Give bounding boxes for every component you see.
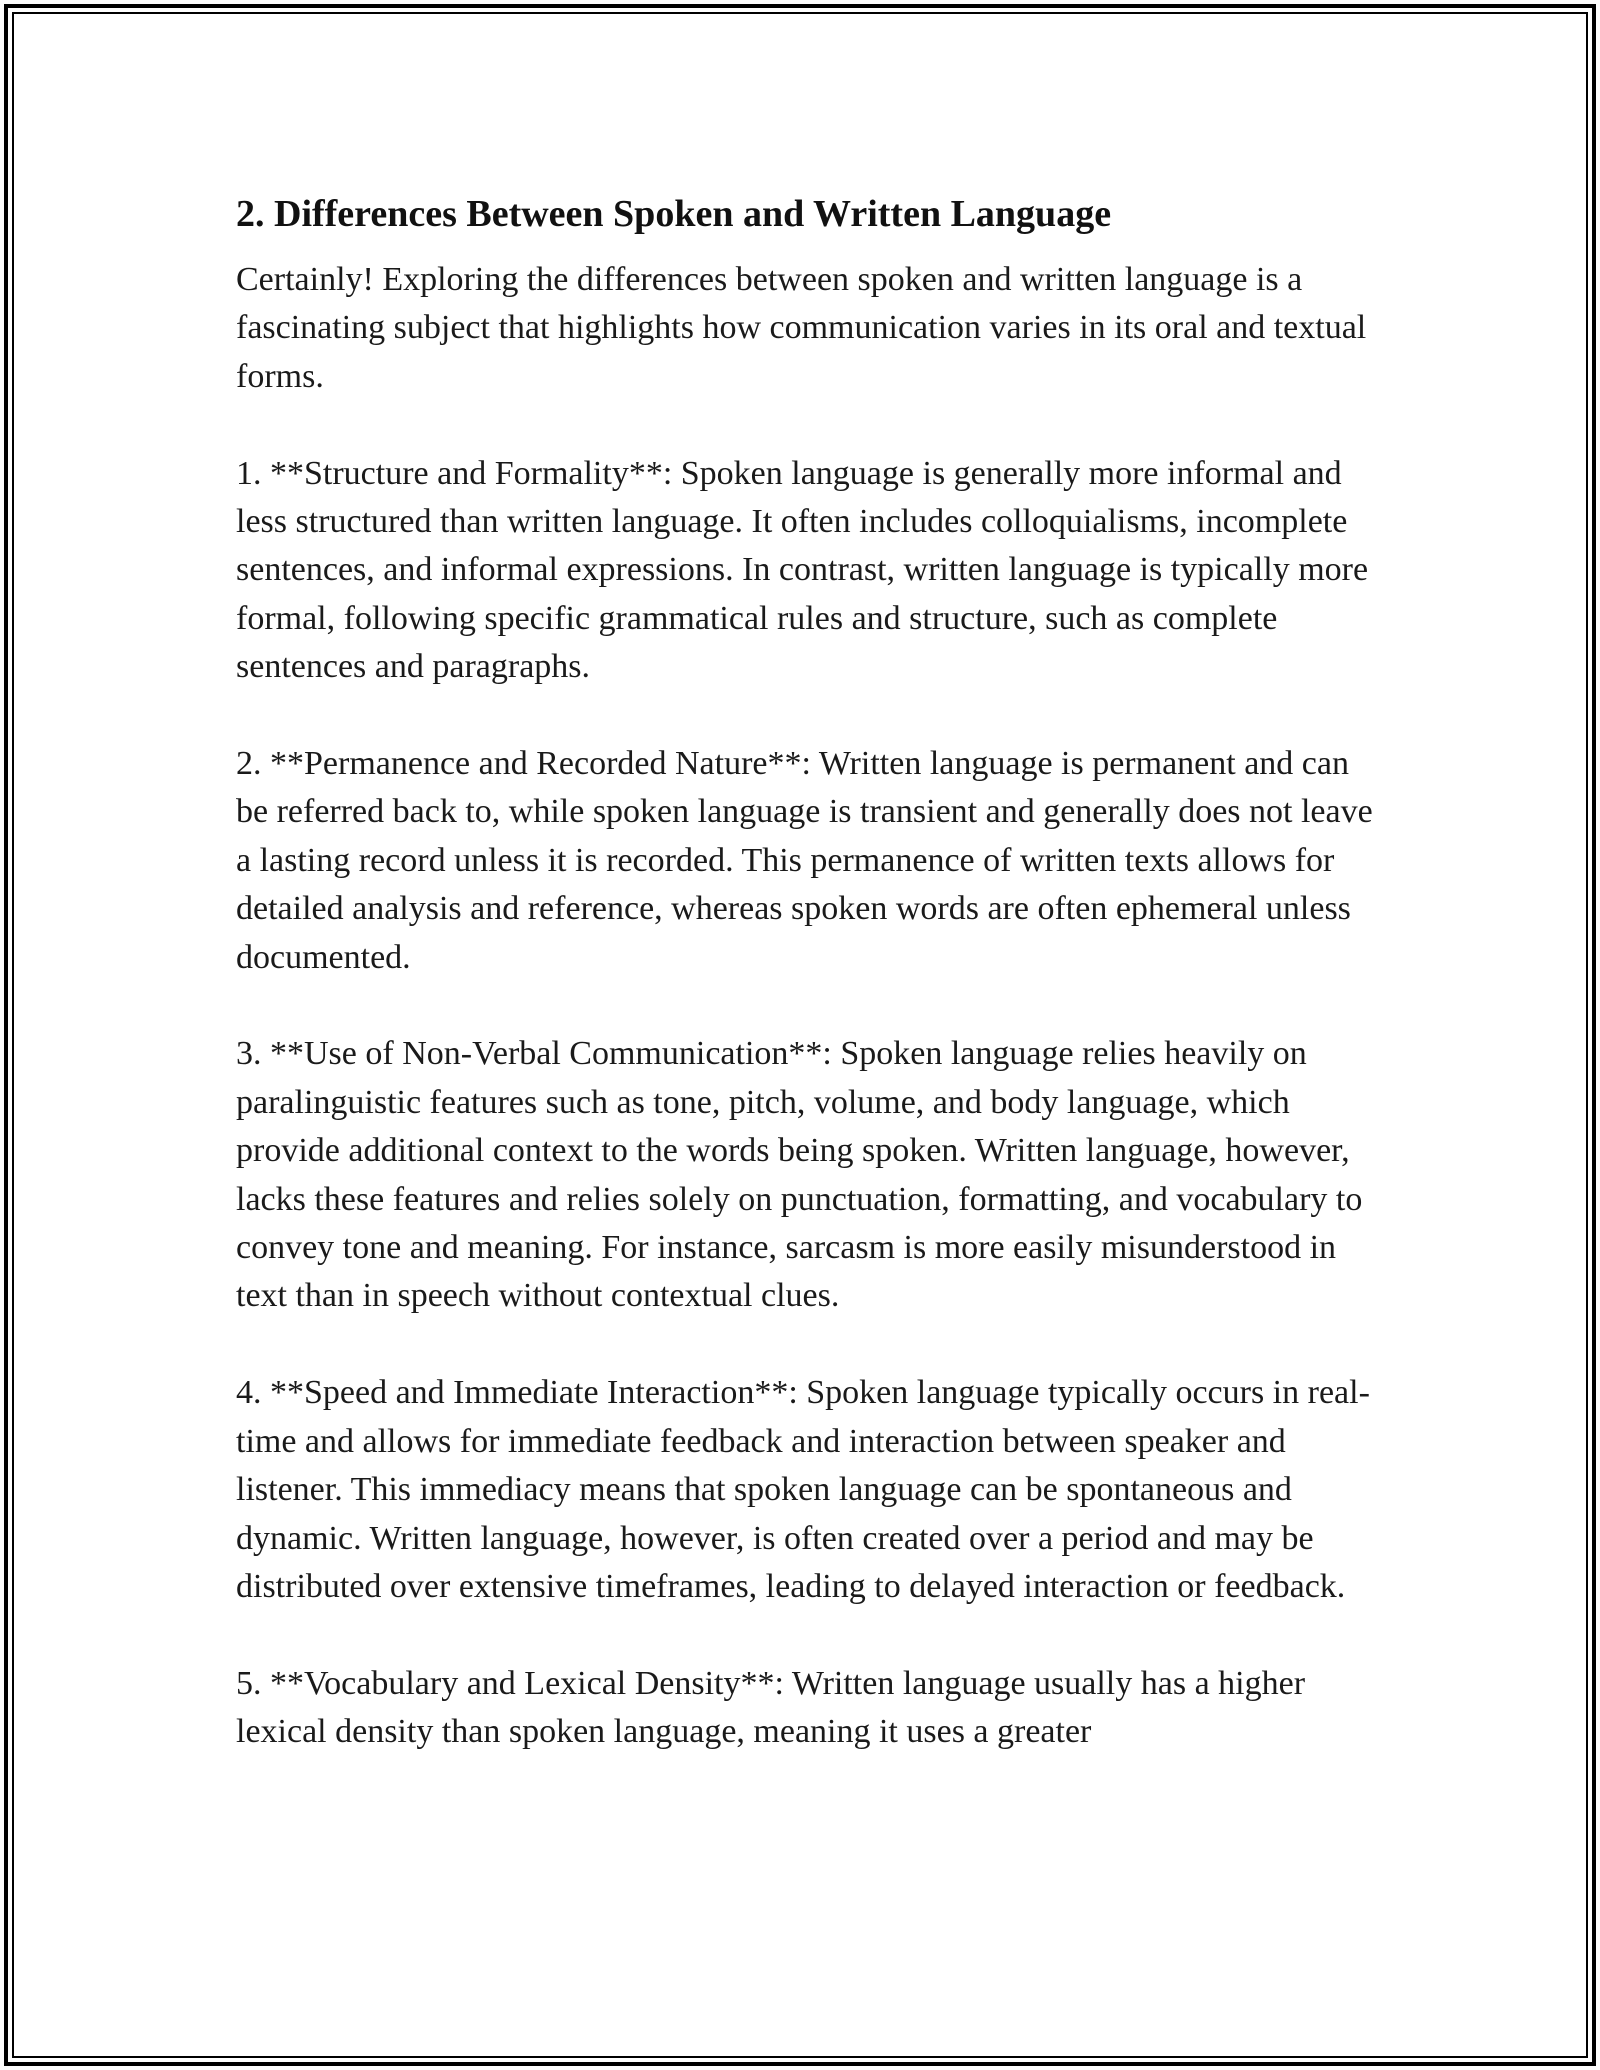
document-body — [236, 186, 1376, 1805]
intro-paragraph: Certainly! Exploring the differences between spoken and written language is a fascinating subject that highlights how communication varies in its oral and textual forms. — [236, 261, 1367, 395]
paragraph-permanence: 2. **Permanence and Recorded Nature**: Written language is permanent and can be referred back to, while spoken language is transient and generally does not leave a lasting record unless it is recorded. This permanence of written texts allows for detailed analysis and reference, whereas spoken words are often ephemeral unless documented. — [236, 745, 1373, 976]
section-heading: 2. Differences Between Spoken and Written Language — [236, 193, 1112, 235]
paragraph-structure-formality: 1. **Structure and Formality**: Spoken language is generally more informal and less structured than written language. It often includes colloquialisms, incomplete sentences, and informal expressions. In contrast, written language is typically more formal, following specific grammatical rules and structure, such as complete sentences and paragraphs. — [236, 454, 1369, 686]
paragraph-speed-interaction: 4. **Speed and Immediate Interaction**: Spoken language typically occurs in real-time and allows for immediate feedback and interaction between speaker and listener. This immediacy means that spoken language can be spontaneous and dynamic. Written language, however, is often created over a period and may be distributed over extensive timeframes, leading to delayed interaction or feedback. — [236, 1374, 1370, 1605]
paragraph-non-verbal: 3. **Use of Non-Verbal Communication**: Spoken language relies heavily on paralinguistic features such as tone, pitch, volume, and body language, which provide additional context to the words being spoken. Written language, however, lacks these features and relies solely on punctuation, formatting, and vocabulary to convey tone and meaning. For instance, sarcasm is more easily misunderstood in text than in speech without contextual clues. — [236, 1035, 1363, 1315]
paragraph-vocabulary: 5. **Vocabulary and Lexical Density**: Written language usually has a higher lexical density than spoken language, meaning it uses a greater — [236, 1664, 1306, 1751]
